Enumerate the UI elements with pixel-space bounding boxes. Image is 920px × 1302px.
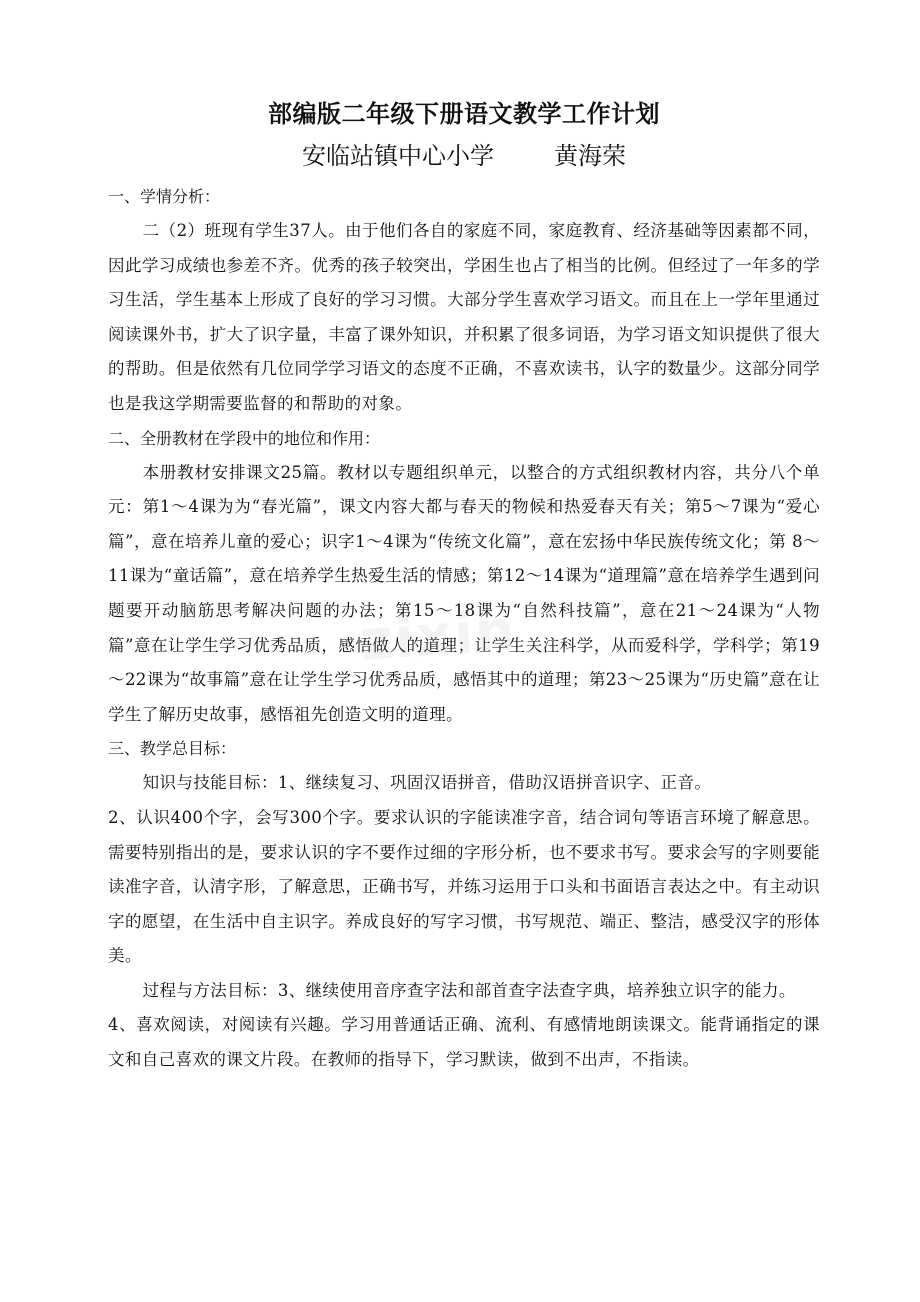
document-subtitle (108, 136, 820, 176)
school-name: 安临站镇中心小学 (302, 142, 494, 170)
section-heading-3: 三、教学总目标： (108, 739, 237, 759)
section-heading-2: 二、全册教材在学段中的地位和作用： (108, 428, 381, 448)
watermark: zixin (358, 598, 520, 674)
section-2-paragraph: 本册教材安排课文25篇。教材以专题组织单元，以整合的方式组织教材内容，共分八个单元：第1～4课为为“春光篇”，课文内容大都与春天的物候和热爱春天有关；第5～7课为“爱心篇”，意在培养儿童的爱心；识字1～4课为“传统文化篇”，意在宏扬中华民族传统文化；第 8～11课为“童话篇”，意在培养学生热爱生活的情感；第12～14课为“道理篇”意在培养学生遇到问题要开动脑筋思考解决问题的办法；第15～18课为“自然科技篇”，意在21～24课为“人物篇”意在让学生学习优秀品质，感悟做人的道理；让学生关注科学，从而爱科学，学科学；第19～22课为“故事篇”意在让学生学习优秀品质，感悟其中的道理；第23～25课为“历史篇”意在让学生了解历史故事，感悟祖先创造文明的道理。 (108, 462, 820, 724)
section-3-paragraph-1: 知识与技能目标：1、继续复习、巩固汉语拼音，借助汉语拼音识字、正音。 (142, 773, 712, 793)
author-name: 黄海荣 (554, 142, 626, 170)
document-title: 部编版二年级下册语文教学工作计划 (268, 99, 660, 128)
section-3-paragraph-3: 过程与方法目标：3、继续使用音序查字法和部首查字法查字典，培养独立识字的能力。 (142, 980, 796, 1000)
section-3-paragraph-4: 4、喜欢阅读，对阅读有兴趣。学习用普通话正确、流利、有感情地朗读课文。能背诵指定的课文和自己喜欢的课文片段。在教师的指导下，学习默读，做到不出声，不指读。 (108, 1015, 820, 1070)
section-heading-1: 一、学情分析： (108, 187, 221, 206)
section-1-paragraph: 二（2）班现有学生37人。由于他们各自的家庭不同，家庭教育、经济基础等因素都不同，因此学习成绩也参差不齐。优秀的孩子较突出，学困生也占了相当的比例。但经过了一年多的学习生活，学生基本上形成了良好的学习习惯。大部分学生喜欢学习语文。而且在上一学年里通过阅读课外书，扩大了识字量，丰富了课外知识，并积累了很多词语，为学习语文知识提供了很大的帮助。但是依然有几位同学学习语文的态度不正确，不喜欢读书，认字的数量少。这部分同学也是我这学期需要监督的和帮助的对象。 (108, 221, 820, 413)
section-3-paragraph-2: 2、认识400个字，会写300个字。要求认识的字能读准字音，结合词句等语言环境了解意思。需要特别指出的是，要求认识的字不要作过细的字形分析，也不要求书写。要求会写的字则要能读准字音，认清字形，了解意思，正确书写，并练习运用于口头和书面语言表达之中。有主动识字的愿望，在生活中自主识字。养成良好的写字习惯，书写规范、端正、整洁，感受汉字的形体美。 (108, 807, 820, 966)
